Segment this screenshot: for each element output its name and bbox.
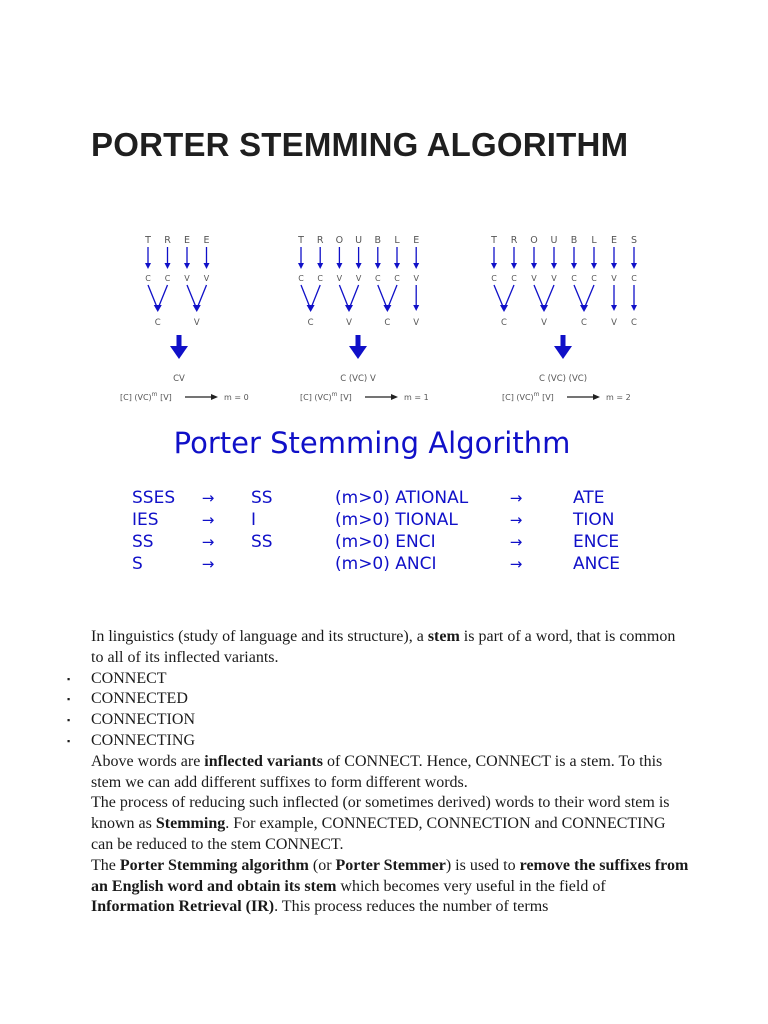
group-arrow-head — [611, 305, 617, 311]
measure-formula: [C] (VC)$^m$ [V] — [300, 391, 352, 402]
para2-text-2: of CONNECT. Hence, CONNECT is a stem. To this stem we can add different suffixes to form different words. — [91, 752, 663, 791]
rule-condition: (m>0) ENCI — [335, 532, 436, 552]
para3-text-1: The process of reducing such inflected (or sometimes derived) words to their word stem is known as — [91, 794, 670, 833]
measure-value: m = 2 — [606, 393, 631, 402]
group-label: C — [307, 318, 314, 328]
big-down-arrow-shaft — [356, 335, 361, 347]
cv-label: C — [631, 274, 637, 283]
cv-label: C — [491, 274, 497, 283]
cv-label: V — [203, 274, 210, 283]
rule-from: S — [132, 554, 143, 574]
para4-text-2: (or — [308, 856, 336, 874]
letter-arrow-head — [511, 263, 517, 269]
list-item-text: CONNECTING — [91, 731, 195, 749]
letter-label: E — [203, 235, 210, 246]
para3-bold: Stemming — [155, 815, 226, 833]
cv-label: C — [164, 274, 171, 283]
letter-label: E — [413, 235, 420, 246]
cv-label: C — [298, 274, 304, 283]
group-label: C — [631, 318, 637, 328]
para4-bold-1: Porter Stemming algorithm — [119, 856, 309, 874]
letter-label: U — [550, 235, 558, 246]
letter-label: R — [510, 235, 518, 246]
intro-text-2: is part of a word, that is common to all of its inflected variants. — [91, 628, 676, 666]
cv-label: C — [317, 274, 323, 283]
cv-label: C — [375, 274, 381, 283]
list-item — [67, 731, 691, 752]
cv-label: C — [394, 274, 400, 283]
letter-arrow-head — [631, 263, 637, 269]
intro-paragraph — [91, 627, 691, 669]
rule-result: ANCE — [573, 554, 620, 574]
group-arrow-head — [345, 305, 353, 312]
cv-label: V — [336, 274, 343, 283]
formula-arrow-head — [391, 394, 398, 400]
letter-arrow-head — [204, 263, 210, 269]
big-down-arrow-icon — [170, 346, 188, 359]
bullet-icon: ▪ — [67, 715, 71, 726]
cv-label: V — [551, 274, 557, 283]
list-item-text: CONNECT — [91, 669, 167, 687]
structure-form: C (VC) V — [340, 374, 376, 384]
variant-list — [67, 669, 691, 752]
list-item-text: CONNECTED — [91, 690, 188, 708]
rule-arrow: → — [509, 511, 523, 529]
letter-label: R — [316, 235, 324, 246]
letter-arrow-head — [571, 263, 577, 269]
figure-svg — [110, 225, 640, 585]
rule-condition: (m>0) ANCI — [335, 554, 437, 574]
rule-arrow: → — [201, 489, 215, 507]
letter-arrow-head — [298, 263, 304, 269]
list-item — [67, 710, 691, 731]
rule-arrow: → — [201, 511, 215, 529]
group-label: V — [611, 318, 617, 328]
big-down-arrow-shaft — [177, 335, 182, 347]
letter-label: E — [610, 235, 618, 246]
letter-label: E — [183, 235, 191, 246]
group-arrow-head — [383, 305, 391, 312]
letter-label: S — [630, 235, 638, 246]
para2-bold: inflected variants — [204, 752, 323, 770]
page-title: PORTER STEMMING ALGORITHM — [91, 126, 629, 163]
para4-text-3: ) is used to — [445, 856, 520, 874]
intro-bold-stem: stem — [427, 628, 460, 645]
paragraph-porter — [91, 856, 691, 918]
rule-result: ATE — [573, 488, 605, 508]
letter-arrow-head — [611, 263, 617, 269]
group-label: C — [581, 318, 587, 328]
letter-arrow-head — [551, 263, 557, 269]
rule-to: I — [251, 510, 257, 530]
porter-stemming-figure — [110, 225, 640, 585]
list-item — [67, 669, 691, 690]
group-label: V — [541, 318, 547, 328]
bullet-icon: ▪ — [67, 735, 71, 746]
measure-formula: [C] (VC)$^m$ [V] — [502, 391, 554, 402]
paragraph-inflected — [91, 752, 691, 794]
intro-text-1: In linguistics (study of language and its structure), a — [91, 628, 428, 645]
letter-arrow-head — [531, 263, 537, 269]
letter-label: T — [298, 235, 304, 246]
rule-from: SS — [132, 532, 154, 552]
list-item — [67, 689, 691, 710]
big-down-arrow-icon — [554, 346, 572, 359]
paragraph-stemming — [91, 793, 691, 855]
rule-arrow: → — [509, 533, 523, 551]
letter-arrow-head — [317, 263, 323, 269]
letter-label: R — [164, 235, 171, 246]
letter-label: B — [374, 235, 382, 246]
cv-label: V — [184, 274, 190, 283]
rule-arrow: → — [201, 533, 215, 551]
letter-arrow-head — [356, 263, 362, 269]
big-down-arrow-shaft — [561, 335, 566, 347]
letter-arrow-head — [413, 263, 419, 269]
letter-arrow-head — [336, 263, 342, 269]
list-item-text: CONNECTION — [91, 711, 195, 729]
para4-bold-4: Information Retrieval (IR) — [91, 898, 275, 916]
group-label: V — [413, 318, 420, 328]
letter-arrow-head — [145, 263, 151, 269]
rule-condition: (m>0) TIONAL — [335, 510, 458, 530]
cv-label: V — [531, 274, 537, 283]
cv-label: C — [511, 274, 517, 283]
letter-label: U — [355, 235, 363, 246]
rule-to: SS — [251, 532, 273, 552]
letter-arrow-head — [491, 263, 497, 269]
rule-from: SSES — [132, 488, 176, 508]
formula-arrow-head — [593, 394, 600, 400]
letter-label: T — [491, 235, 497, 246]
rule-result: TION — [573, 510, 615, 530]
rule-from: IES — [132, 510, 159, 530]
letter-arrow-head — [375, 263, 381, 269]
letter-label: O — [530, 235, 538, 246]
group-label: C — [384, 318, 391, 328]
para4-bold-2: Porter Stemmer — [335, 856, 446, 874]
group-arrow-head — [193, 305, 201, 312]
group-arrow-head — [307, 305, 315, 312]
letter-label: B — [570, 235, 578, 246]
para4-text-4: which becomes very useful in the field of — [336, 877, 606, 895]
bullet-icon: ▪ — [67, 694, 71, 705]
rule-result: ENCE — [573, 532, 620, 552]
para4-text-5: . This process reduces the number of terms — [274, 898, 549, 916]
cv-label: V — [355, 274, 362, 283]
group-arrow-head — [500, 305, 508, 312]
group-arrow-head — [580, 305, 588, 312]
letter-arrow-head — [591, 263, 597, 269]
group-label: V — [346, 318, 352, 328]
rule-to: SS — [251, 488, 273, 508]
letter-arrow-head — [184, 263, 190, 269]
cv-label: C — [571, 274, 577, 283]
cv-label: V — [413, 274, 419, 283]
letter-label: L — [394, 235, 400, 246]
rule-arrow: → — [201, 555, 215, 573]
letter-label: L — [591, 235, 597, 246]
para4-text-1: The — [91, 856, 120, 874]
formula-arrow-head — [211, 394, 218, 400]
rule-arrow: → — [509, 489, 523, 507]
rule-condition: (m>0) ATIONAL — [335, 488, 469, 508]
cv-label: V — [611, 274, 617, 283]
para4-bold-3: remove the suffixes from an English word and obtain its stem — [91, 856, 689, 895]
cv-label: C — [145, 274, 151, 283]
group-arrow-head — [540, 305, 548, 312]
rule-arrow: → — [509, 555, 523, 573]
measure-value: m = 1 — [404, 393, 429, 402]
para2-text-1: Above words are — [91, 752, 205, 770]
structure-form: C (VC) (VC) — [538, 374, 588, 384]
group-label: V — [193, 318, 200, 328]
measure-formula: [C] (VC)$^m$ [V] — [120, 391, 172, 402]
letter-label: T — [145, 235, 151, 246]
group-label: C — [154, 318, 161, 328]
letter-label: O — [335, 235, 344, 246]
structure-form: CV — [173, 374, 185, 384]
article-body — [67, 627, 691, 918]
para3-text-2: . For example, CONNECTED, CONNECTION and CONNECTING can be reduced to the stem CONNECT. — [91, 815, 666, 853]
measure-value: m = 0 — [224, 393, 249, 402]
group-arrow-head — [154, 305, 162, 312]
group-arrow-head — [413, 305, 419, 311]
letter-arrow-head — [165, 263, 171, 269]
group-label: C — [501, 318, 507, 328]
cv-label: C — [591, 274, 597, 283]
letter-arrow-head — [394, 263, 400, 269]
group-arrow-head — [631, 305, 637, 311]
bullet-icon: ▪ — [67, 673, 71, 684]
big-down-arrow-icon — [349, 346, 367, 359]
figure-heading: Porter Stemming Algorithm — [173, 426, 571, 460]
